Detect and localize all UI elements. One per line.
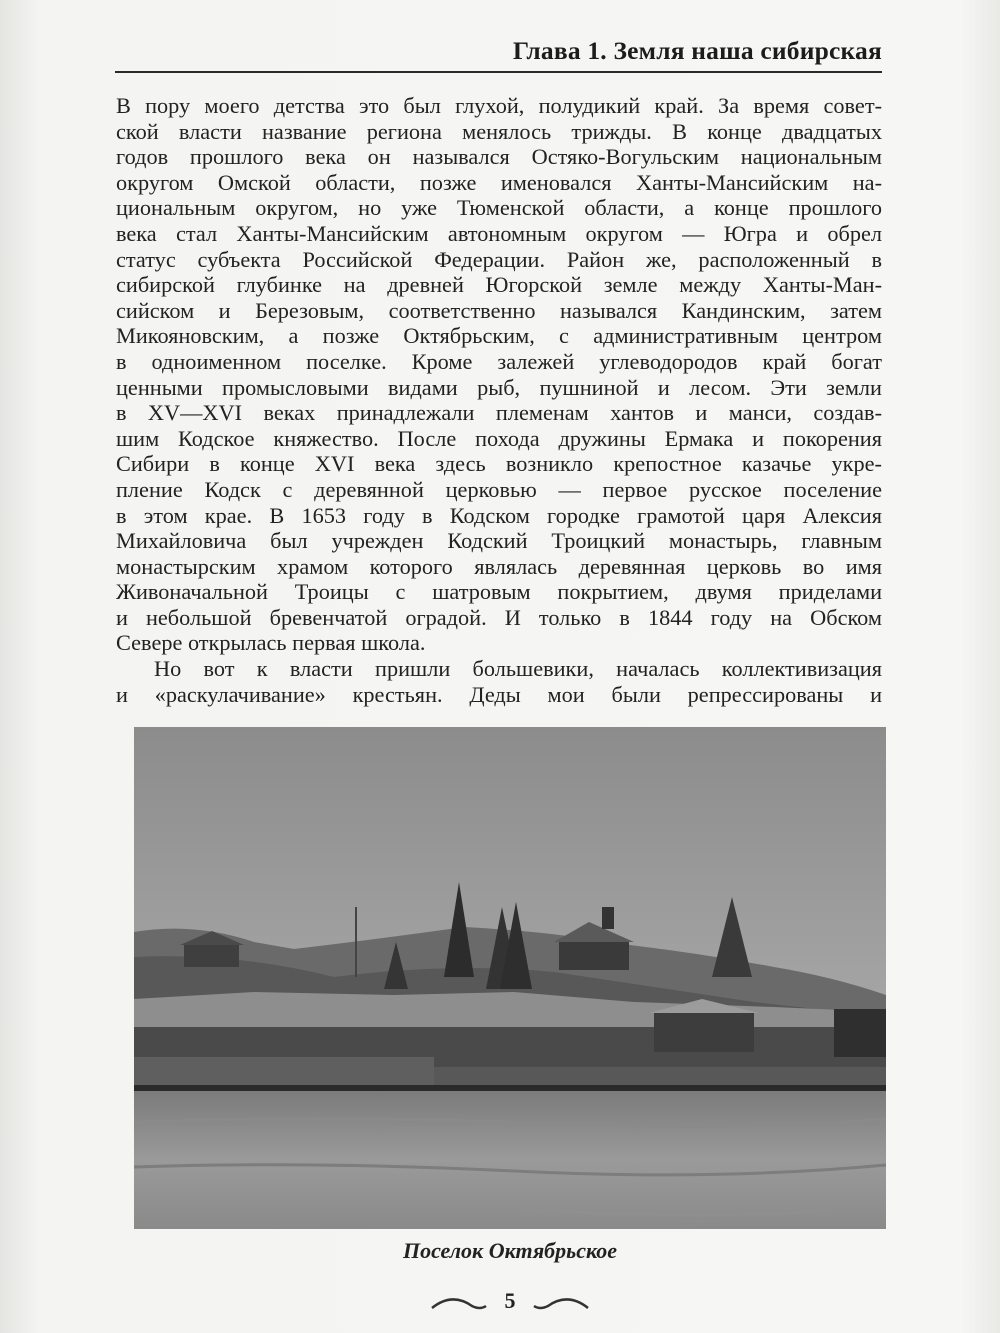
- text-line: в этом крае. В 1653 году в Кодском городке грамотой царя Алексия: [116, 502, 882, 528]
- text-line: сийском и Березовым, соответственно назывался Кандинским, затем: [116, 297, 882, 323]
- text-line: монастырским храмом которого являлась деревянная церковь во имя: [116, 553, 882, 579]
- text-line: ценными промысловыми видами рыб, пушниной и лесом. Эти земли: [116, 374, 882, 400]
- text-line: сибирской глубинке на древней Югорской земле между Ханты-Ман-: [116, 272, 882, 298]
- text-line: и «раскулачивание» крестьян. Деды мои были репрессированы и: [116, 681, 882, 707]
- body-text: [116, 93, 882, 707]
- text-line: Живоначальной Троицы с шатровым покрытием, двумя приделами: [116, 579, 882, 605]
- text-line: Микояновским, а позже Октябрьским, с административным центром: [116, 323, 882, 349]
- text-line: Севере открылась первая школа.: [116, 630, 426, 656]
- text-line: пление Кодск с деревянной церковью — первое русское поселение: [116, 476, 882, 502]
- running-header: Глава 1. Земля наша сибирская: [512, 36, 882, 65]
- text-line: ской власти название региона менялось трижды. В конце двадцатых: [116, 118, 882, 144]
- text-line: округом Омской области, позже именовался Ханты-Мансийским на-: [116, 169, 882, 195]
- header-rule: [115, 71, 882, 73]
- text-line: статус субъекта Российской Федерации. Район же, расположенный в: [116, 246, 882, 272]
- text-line: Но вот к власти пришли большевики, началась коллективизация: [154, 656, 882, 682]
- text-line: в XV—XVI веках принадлежали племенам хантов и манси, создав-: [116, 400, 882, 426]
- text-line: в одноименном поселке. Кроме залежей углеводородов край богат: [116, 348, 882, 374]
- text-line: Михайловича был учрежден Кодский Троицкий монастырь, главным: [116, 528, 882, 554]
- text-line: шим Кодское княжество. После похода дружины Ермака и покорения: [116, 425, 882, 451]
- village-photo: [134, 727, 886, 1229]
- text-line: годов прошлого века он назывался Остяко-Вогульским национальным: [116, 144, 882, 170]
- text-line: В пору моего детства это был глухой, полудикий край. За время совет-: [116, 93, 882, 118]
- text-line: Сибири в конце XVI века здесь возникло крепостное казачье укре-: [116, 451, 882, 477]
- folio: [430, 1284, 590, 1324]
- page-number: 5: [504, 1288, 516, 1313]
- text-line: циональным округом, но уже Тюменской области, а конце прошлого: [116, 195, 882, 221]
- text-line: и небольшой бревенчатой оградой. И только в 1844 году на Обском: [116, 604, 882, 630]
- figure-caption: Поселок Октябрьское: [402, 1238, 618, 1263]
- text-line: века стал Ханты-Мансийским автономным округом — Югра и обрел: [116, 220, 882, 246]
